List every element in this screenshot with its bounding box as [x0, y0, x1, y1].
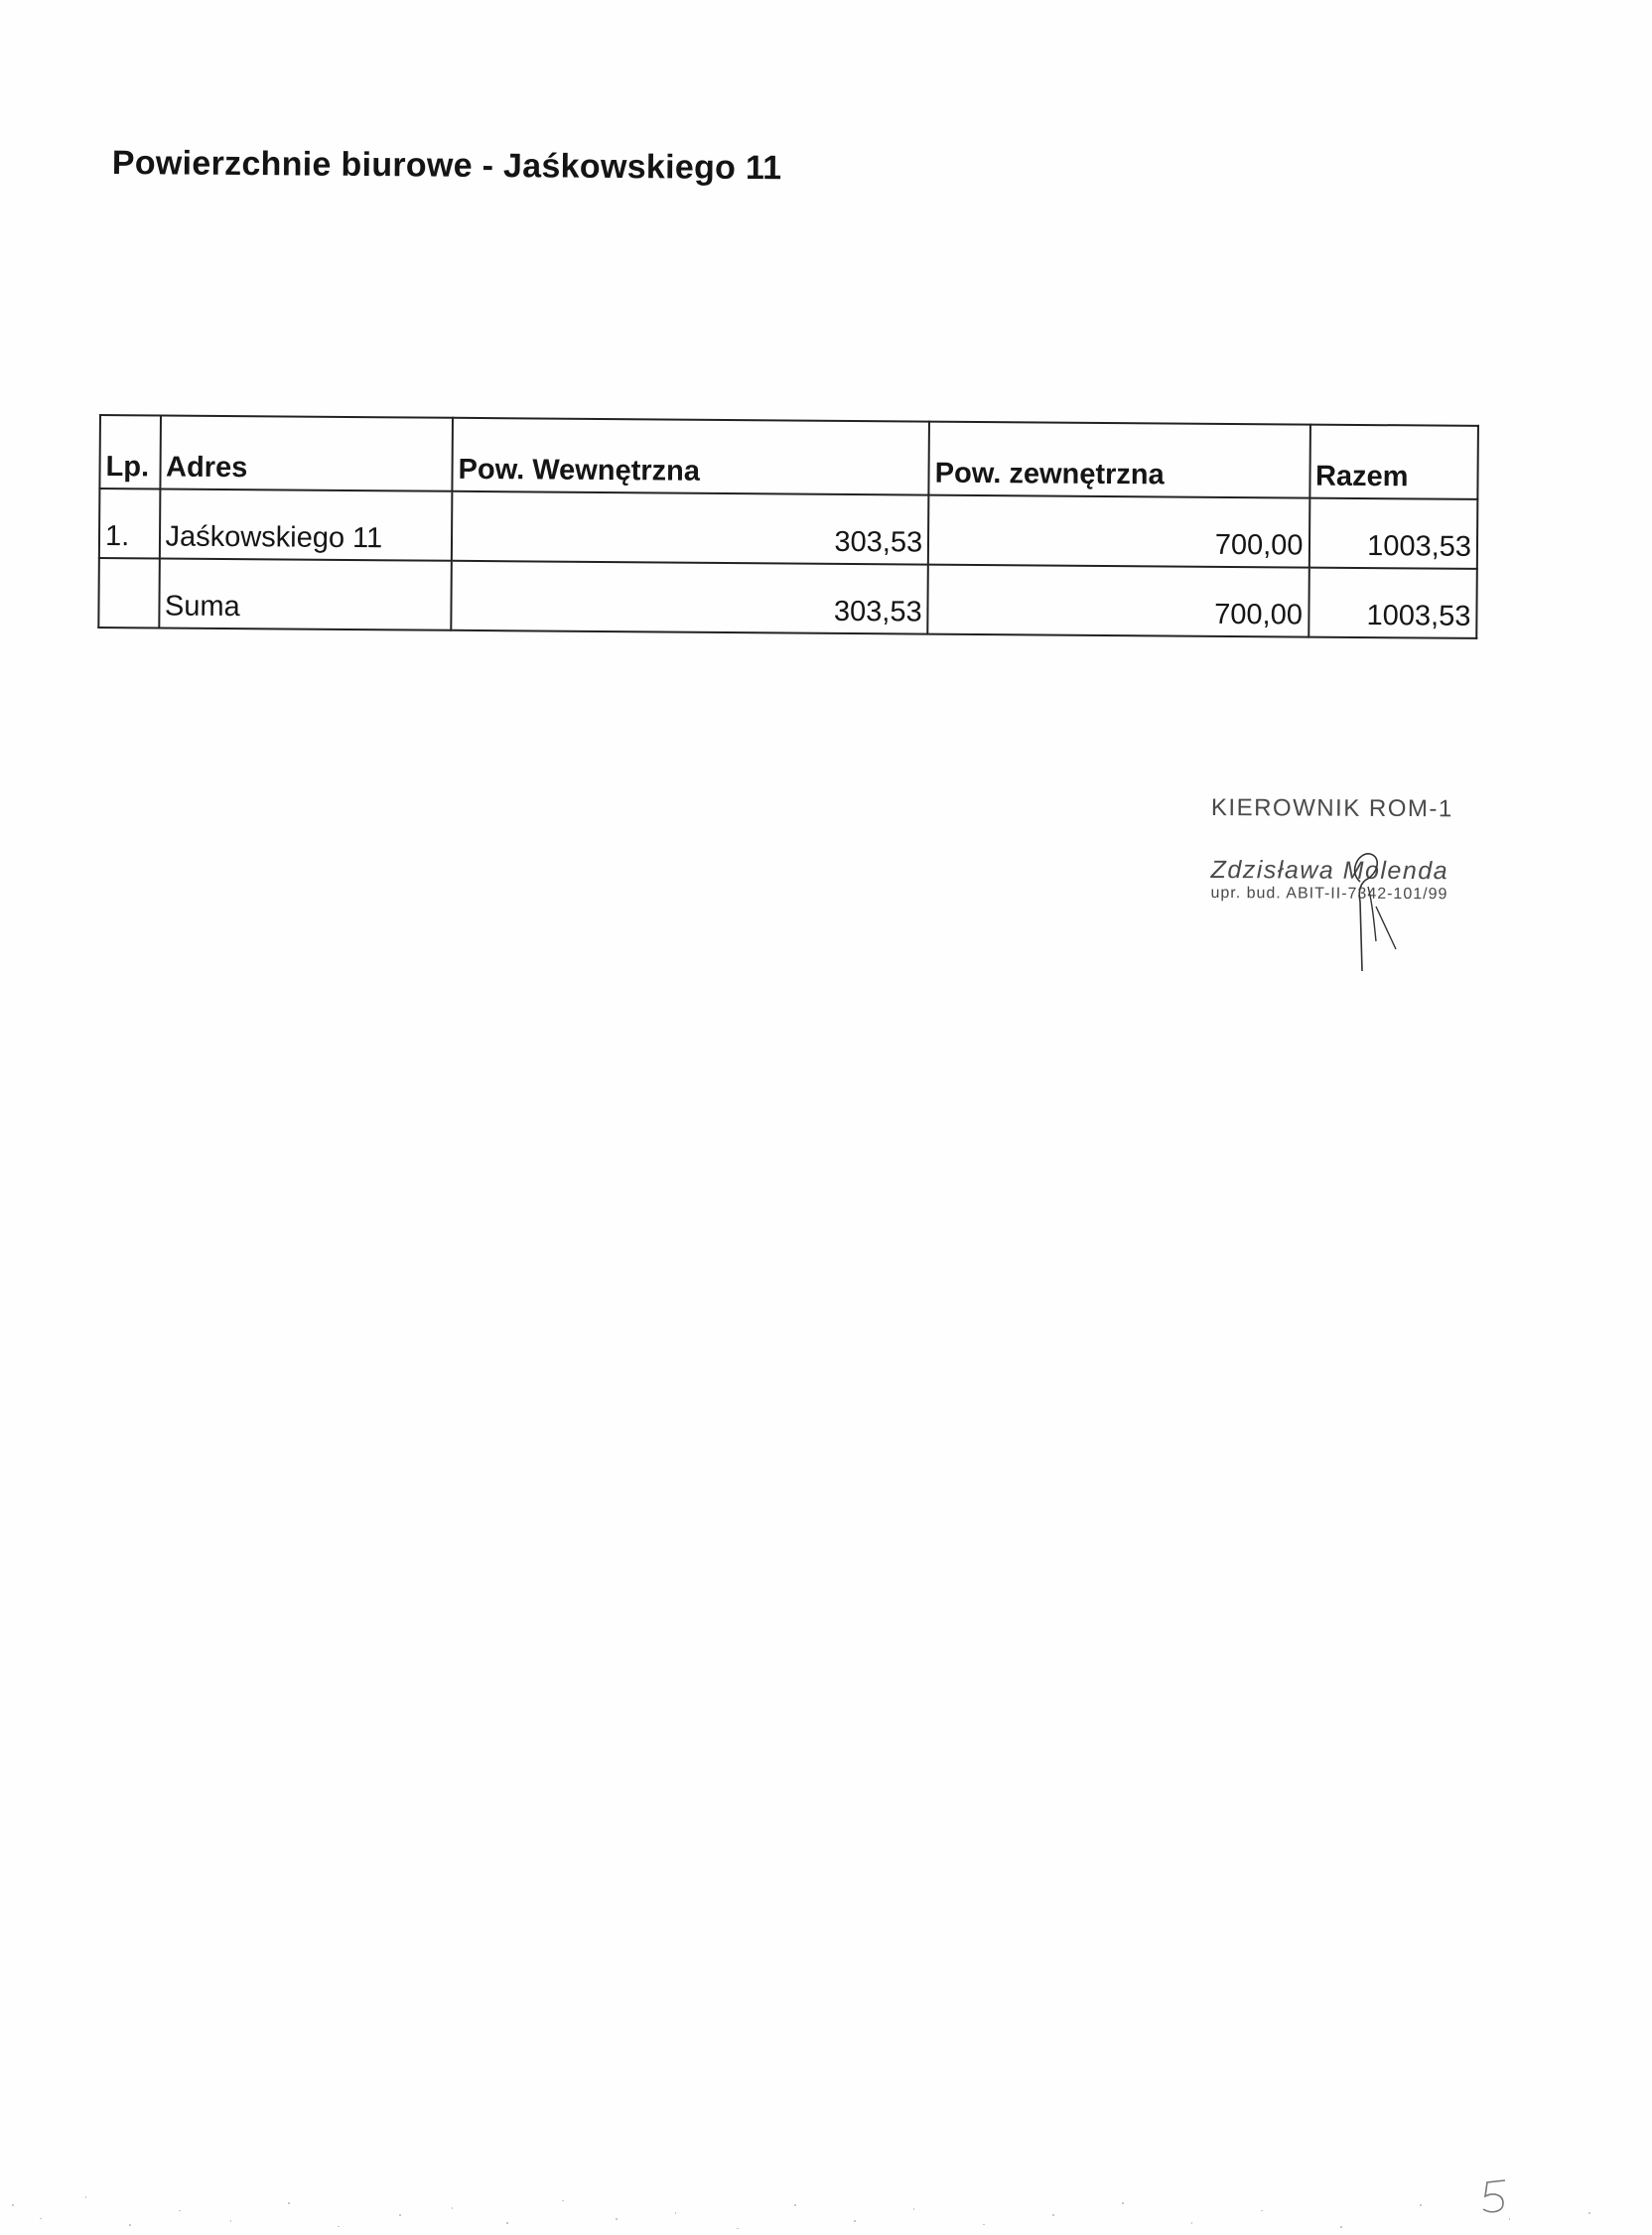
cell-pow-wewnetrzna: 303,53 — [451, 561, 928, 634]
cell-pow-zewnetrzna: 700,00 — [927, 565, 1308, 637]
area-table-container — [97, 414, 1479, 639]
cell-lp — [98, 558, 159, 628]
document-title: Powierzchnie biurowe - Jaśkowskiego 11 — [111, 144, 782, 188]
header-razem: Razem — [1309, 425, 1478, 499]
header-pow-wewnetrzna: Pow. Wewnętrzna — [452, 418, 929, 495]
cell-lp: 1. — [99, 489, 160, 558]
table-header-row — [99, 415, 1478, 499]
area-table — [97, 414, 1479, 639]
table-row — [99, 489, 1478, 569]
cell-pow-wewnetrzna: 303,53 — [452, 491, 929, 565]
stamp-license: upr. bud. ABIT-II-7342-101/99 — [1210, 884, 1448, 904]
cell-pow-zewnetrzna: 700,00 — [928, 495, 1309, 568]
table-row-sum — [98, 558, 1477, 638]
cell-razem: 1003,53 — [1308, 568, 1477, 638]
scan-noise — [0, 2174, 1652, 2235]
cell-adres: Suma — [159, 558, 452, 629]
stamp-role: KIEROWNIK ROM-1 — [1210, 794, 1453, 823]
cell-razem: 1003,53 — [1308, 498, 1477, 569]
cell-adres: Jaśkowskiego 11 — [159, 489, 452, 560]
header-pow-zewnetrzna: Pow. zewnętrzna — [929, 422, 1310, 498]
handwritten-signature — [1308, 832, 1428, 971]
header-lp: Lp. — [99, 415, 160, 489]
header-adres: Adres — [160, 415, 453, 490]
stamp-name: Zdzisława Molenda — [1210, 855, 1449, 886]
